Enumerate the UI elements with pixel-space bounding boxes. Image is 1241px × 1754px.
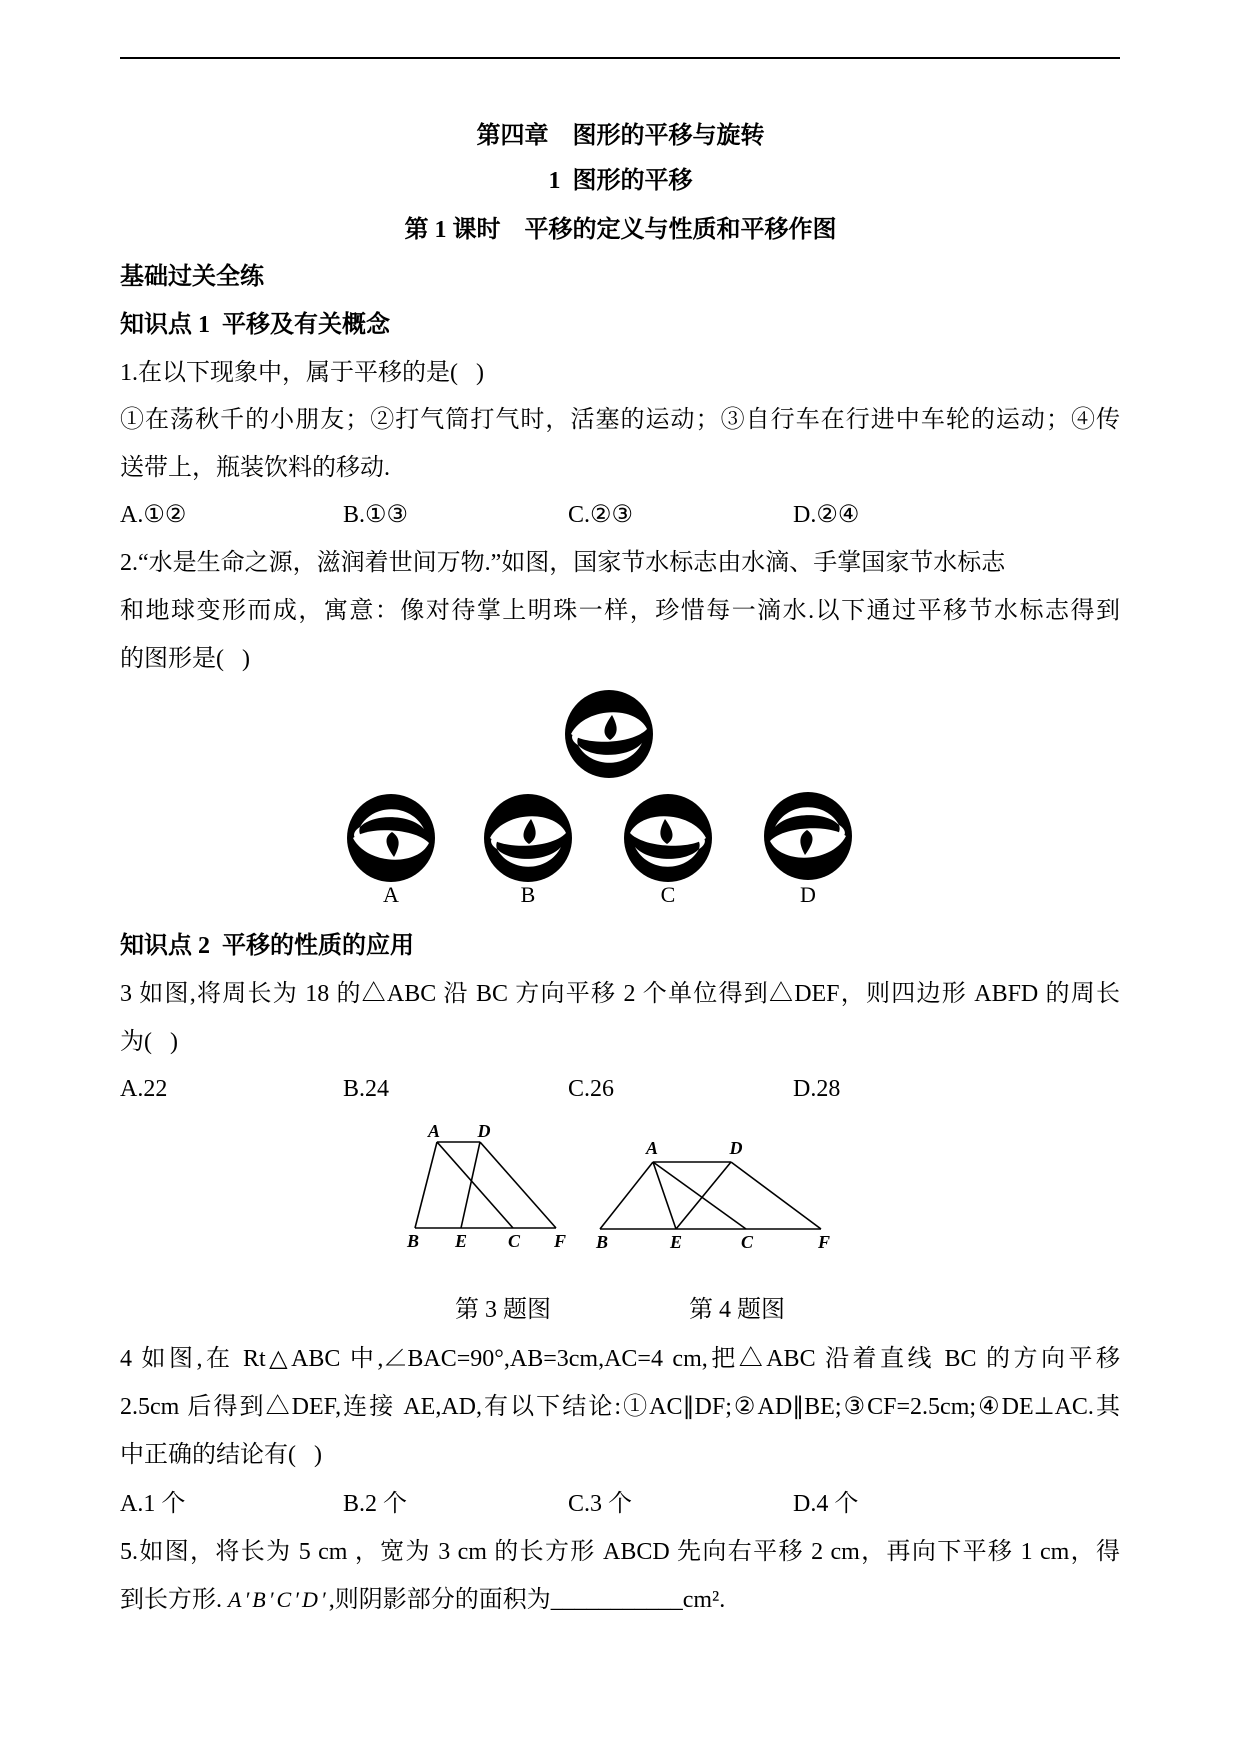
q5-answer-blank: ,则阴影部分的面积为___________cm². (328, 1587, 726, 1613)
figure-3-labels (406, 1121, 566, 1251)
lesson-title: 第 1 课时 平移的定义与性质和平移作图 (404, 217, 837, 243)
segment-de (461, 1142, 480, 1228)
point-label: D (477, 1121, 491, 1141)
water-saving-logo-option-b (484, 794, 572, 882)
water-saving-logo-original (565, 690, 653, 778)
chapter-title: 第四章 图形的平移与旋转 (476, 123, 765, 149)
point-label: E (454, 1231, 468, 1251)
segment-df (731, 1162, 821, 1229)
practice-title: 基础过关全练 (120, 264, 264, 290)
q4-option-a: A.1 个 (120, 1491, 186, 1517)
figure-4-diagram (600, 1162, 821, 1229)
q3-stem: 3 如图,将周长为 18 的△ABC 沿 BC 方向平移 2 个单位得到△DEF，则四边形 ABFD 的周长 (120, 981, 1120, 1007)
point-label: B (406, 1231, 420, 1251)
q1-body-line: ①在荡秋千的小朋友；②打气筒打气时，活塞的运动；③自行车在行进中车轮的运动；④传 (120, 407, 1120, 433)
point-label: F (817, 1232, 831, 1252)
logo-label-a: A (383, 882, 399, 907)
logo-label-d: D (800, 882, 816, 907)
segment-ab (415, 1142, 437, 1228)
q5-rectangle-name: A′B′C′D′ (228, 1587, 329, 1612)
q3-option-c: C.26 (568, 1076, 615, 1102)
q1-option-d: D.②④ (793, 502, 860, 528)
logo-label-b: B (520, 882, 536, 907)
figure-3-diagram (415, 1142, 556, 1228)
geometry-figures (390, 1110, 850, 1270)
q5-line2-prefix: 到长方形. (120, 1587, 228, 1613)
q2-body-line: 和地球变形而成，寓意：像对待掌上明珠一样，珍惜每一滴水.以下通过平移节水标志得到 (120, 598, 1120, 624)
q4-stem: 4 如图,在 Rt△ABC 中,∠BAC=90°,AB=3cm,AC=4 cm,把△ABC 沿着直线 BC 的方向平移 (120, 1346, 1120, 1372)
q1-option-b: B.①③ (343, 502, 409, 528)
header-rule (120, 57, 1120, 59)
water-saving-logo-option-a (347, 794, 435, 882)
point-label: E (669, 1232, 683, 1252)
q1-option-c: C.②③ (568, 502, 634, 528)
q3-option-b: B.24 (343, 1076, 390, 1102)
figure-4-labels (595, 1138, 830, 1252)
segment-de (676, 1162, 731, 1229)
q4-body-line: 2.5cm 后得到△DEF,连接 AE,AD,有以下结论:①AC∥DF;②AD∥BE;③CF=2.5cm;④DE⊥AC.其 (120, 1394, 1120, 1420)
segment-ae (653, 1162, 676, 1229)
water-saving-logo-option-d (764, 792, 852, 880)
q3-option-d: D.28 (793, 1076, 841, 1102)
point-label: B (595, 1232, 609, 1252)
water-saving-logo-option-c (624, 794, 712, 882)
q5-body-line (120, 1585, 1120, 1615)
point-label: D (729, 1138, 743, 1158)
q1-stem: 1.在以下现象中，属于平移的是( ) (120, 360, 484, 386)
point-label: A (645, 1138, 659, 1158)
segment-df (480, 1142, 556, 1228)
logo-label-c: C (660, 882, 676, 907)
segment-ab (600, 1162, 653, 1229)
q3-option-a: A.22 (120, 1076, 168, 1102)
q1-option-a: A.①② (120, 502, 187, 528)
q4-option-d: D.4 个 (793, 1491, 859, 1517)
point-label: C (507, 1231, 521, 1251)
point-label: A (427, 1121, 441, 1141)
water-saving-logo-figure (0, 680, 1241, 920)
q2-body-line: 的图形是( ) (120, 646, 250, 672)
q4-option-c: C.3 个 (568, 1491, 633, 1517)
segment-ac (653, 1162, 746, 1229)
q2-stem: 2.“水是生命之源，滋润着世间万物.”如图，国家节水标志由水滴、手掌国家节水标志 (120, 550, 1006, 576)
segment-ac (437, 1142, 513, 1228)
q1-body-line: 送带上，瓶装饮料的移动. (120, 455, 390, 481)
point-label: F (553, 1231, 567, 1251)
point-label: C (740, 1232, 754, 1252)
q4-option-b: B.2 个 (343, 1491, 408, 1517)
q3-body-line: 为( ) (120, 1029, 178, 1055)
knowledge-point-2: 知识点 2 平移的性质的应用 (120, 933, 414, 959)
section-title: 1 图形的平移 (548, 168, 693, 194)
figure-4-caption: 第 4 题图 (689, 1297, 785, 1323)
q5-stem: 5.如图，将长为 5 cm ，宽为 3 cm 的长方形 ABCD 先向右平移 2 cm，再向下平移 1 cm，得 (120, 1539, 1120, 1565)
figure-3-caption: 第 3 题图 (455, 1297, 551, 1323)
q4-body-line: 中正确的结论有( ) (120, 1442, 322, 1468)
knowledge-point-1: 知识点 1 平移及有关概念 (120, 312, 390, 338)
